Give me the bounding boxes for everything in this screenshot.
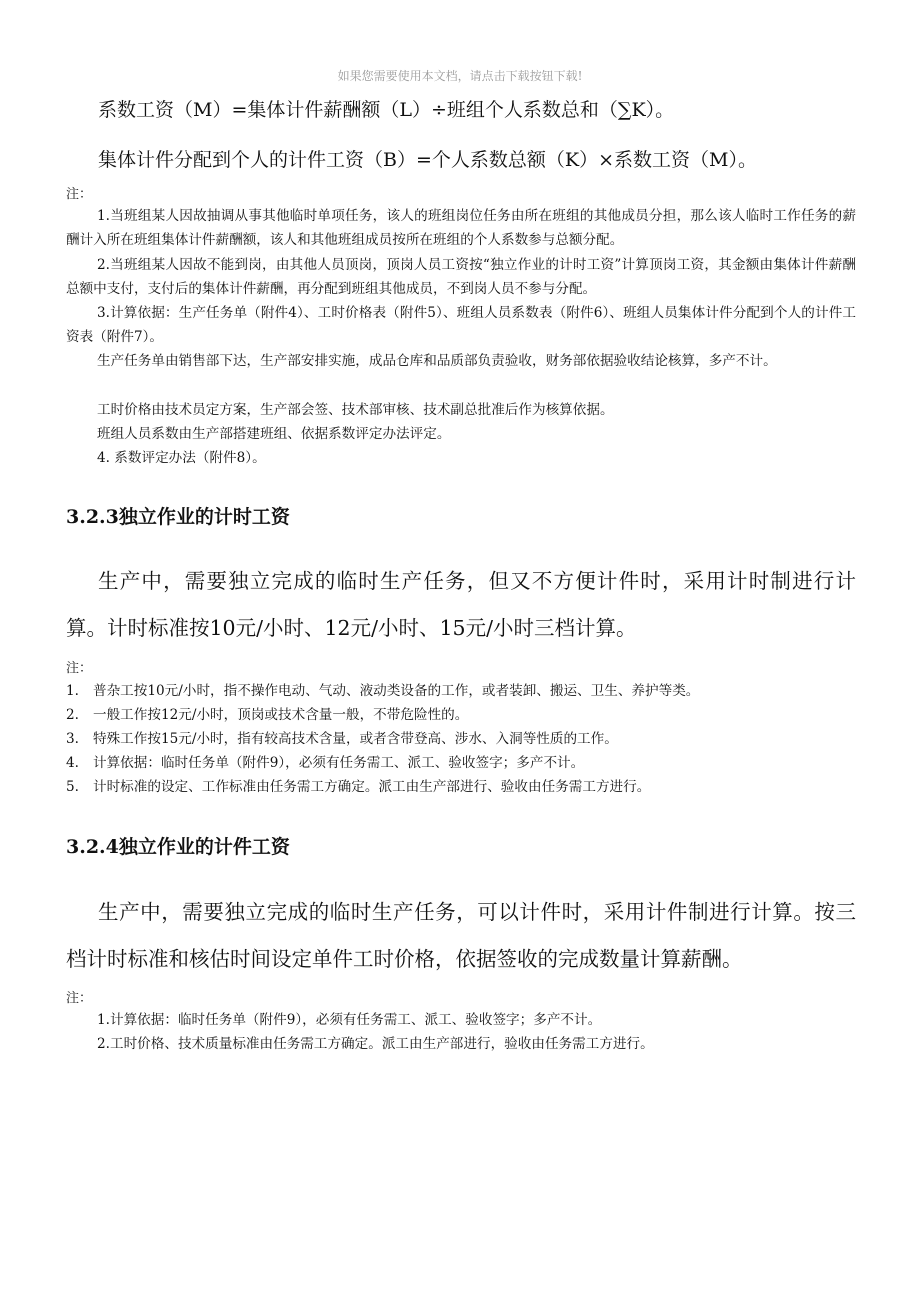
note-label: 注：: [66, 187, 93, 202]
list-item-text: 一般工作按12元/小时，顶岗或技术含量一般，不带危险性的。: [93, 707, 469, 723]
list-item: [66, 703, 468, 727]
note-label: 注：: [66, 991, 93, 1006]
list-item: [66, 751, 584, 775]
section-3-2-4-body: 生产中，需要独立完成的临时生产任务，可以计件时，采用计件制进行计算。按三档计时标准和核估时间设定单件工时价格，依据签收的完成数量计算薪酬。: [66, 900, 856, 971]
list-item-text: 计算依据：临时任务单（附件9），必须有任务需工、派工、验收签字；多产不计。: [93, 755, 585, 771]
list-item-number: 1.: [66, 683, 79, 699]
list-item-number: 4.: [66, 755, 79, 771]
list-item-number: 3.: [66, 731, 79, 747]
note-item-1: 1.当班组某人因故抽调从事其他临时单项任务，该人的班组岗位任务由所在班组的其他成员分担，那么该人临时工作任务的薪酬计入所在班组集体计件薪酬额，该人和其他班组成员按所在班组的个人系数参与总额分配。: [66, 208, 856, 248]
list-item-text: 计时标准的设定、工作标准由任务需工方确定。派工由生产部进行、验收由任务需工方进行。: [93, 779, 651, 795]
note-item-3: 3.计算依据：生产任务单（附件4）、工时价格表（附件5）、班组人员系数表（附件6）、班组人员集体计件分配到个人的计件工资表（附件7）。: [66, 305, 856, 345]
list-item: [66, 679, 699, 703]
section-heading-3-2-4: 3.2.4独立作业的计件工资: [66, 836, 290, 858]
note-item-2: 2.工时价格、技术质量标准由任务需工方确定。派工由生产部进行，验收由任务需工方进行。: [97, 1036, 654, 1052]
list-item-number: 2.: [66, 707, 79, 723]
download-watermark: 如果您需要使用本文档，请点击下载按钮下载!: [337, 69, 583, 83]
section-3-2-3-body: 生产中，需要独立完成的临时生产任务，但又不方便计件时，采用计时制进行计算。计时标准按10元/小时、12元/小时、15元/小时三档计算。: [66, 569, 856, 640]
note-item-3b: 工时价格由技术员定方案，生产部会签、技术部审核、技术副总批准后作为核算依据。: [97, 402, 614, 418]
list-item-text: 普杂工按10元/小时，指不操作电动、气动、液动类设备的工作，或者装卸、搬运、卫生、养护等类。: [93, 683, 700, 699]
formula-coefficient-wage: 系数工资（M）=集体计件薪酬额（L）÷班组个人系数总和（∑K）。: [98, 99, 675, 121]
note-item-4: 4. 系数评定办法（附件8）。: [97, 450, 266, 466]
list-item: [66, 727, 618, 751]
list-item-text: 特殊工作按15元/小时，指有较高技术含量，或者含带登高、涉水、入洞等性质的工作。: [93, 731, 618, 747]
list-item: [66, 775, 650, 799]
note-label: 注：: [66, 661, 93, 676]
section-heading-3-2-3: 3.2.3独立作业的计时工资: [66, 506, 290, 528]
note-item-2: 2.当班组某人因故不能到岗，由其他人员顶岗，顶岗人员工资按“独立作业的计时工资”计算顶岗工资，其金额由集体计件薪酬总额中支付，支付后的集体计件薪酬，再分配到班组其他成员，不到岗人员不参与分配。: [66, 257, 856, 297]
note-item-3a: 生产任务单由销售部下达，生产部安排实施，成品仓库和品质部负责验收，财务部依据验收结论核算，多产不计。: [97, 353, 777, 369]
list-item-number: 5.: [66, 779, 79, 795]
note-item-1: 1.计算依据：临时任务单（附件9），必须有任务需工、派工、验收签字；多产不计。: [97, 1012, 602, 1028]
note-item-3c: 班组人员系数由生产部搭建班组、依据系数评定办法评定。: [97, 426, 451, 442]
formula-individual-piece-wage: 集体计件分配到个人的计件工资（B）=个人系数总额（K）×系数工资（M）。: [98, 149, 757, 171]
